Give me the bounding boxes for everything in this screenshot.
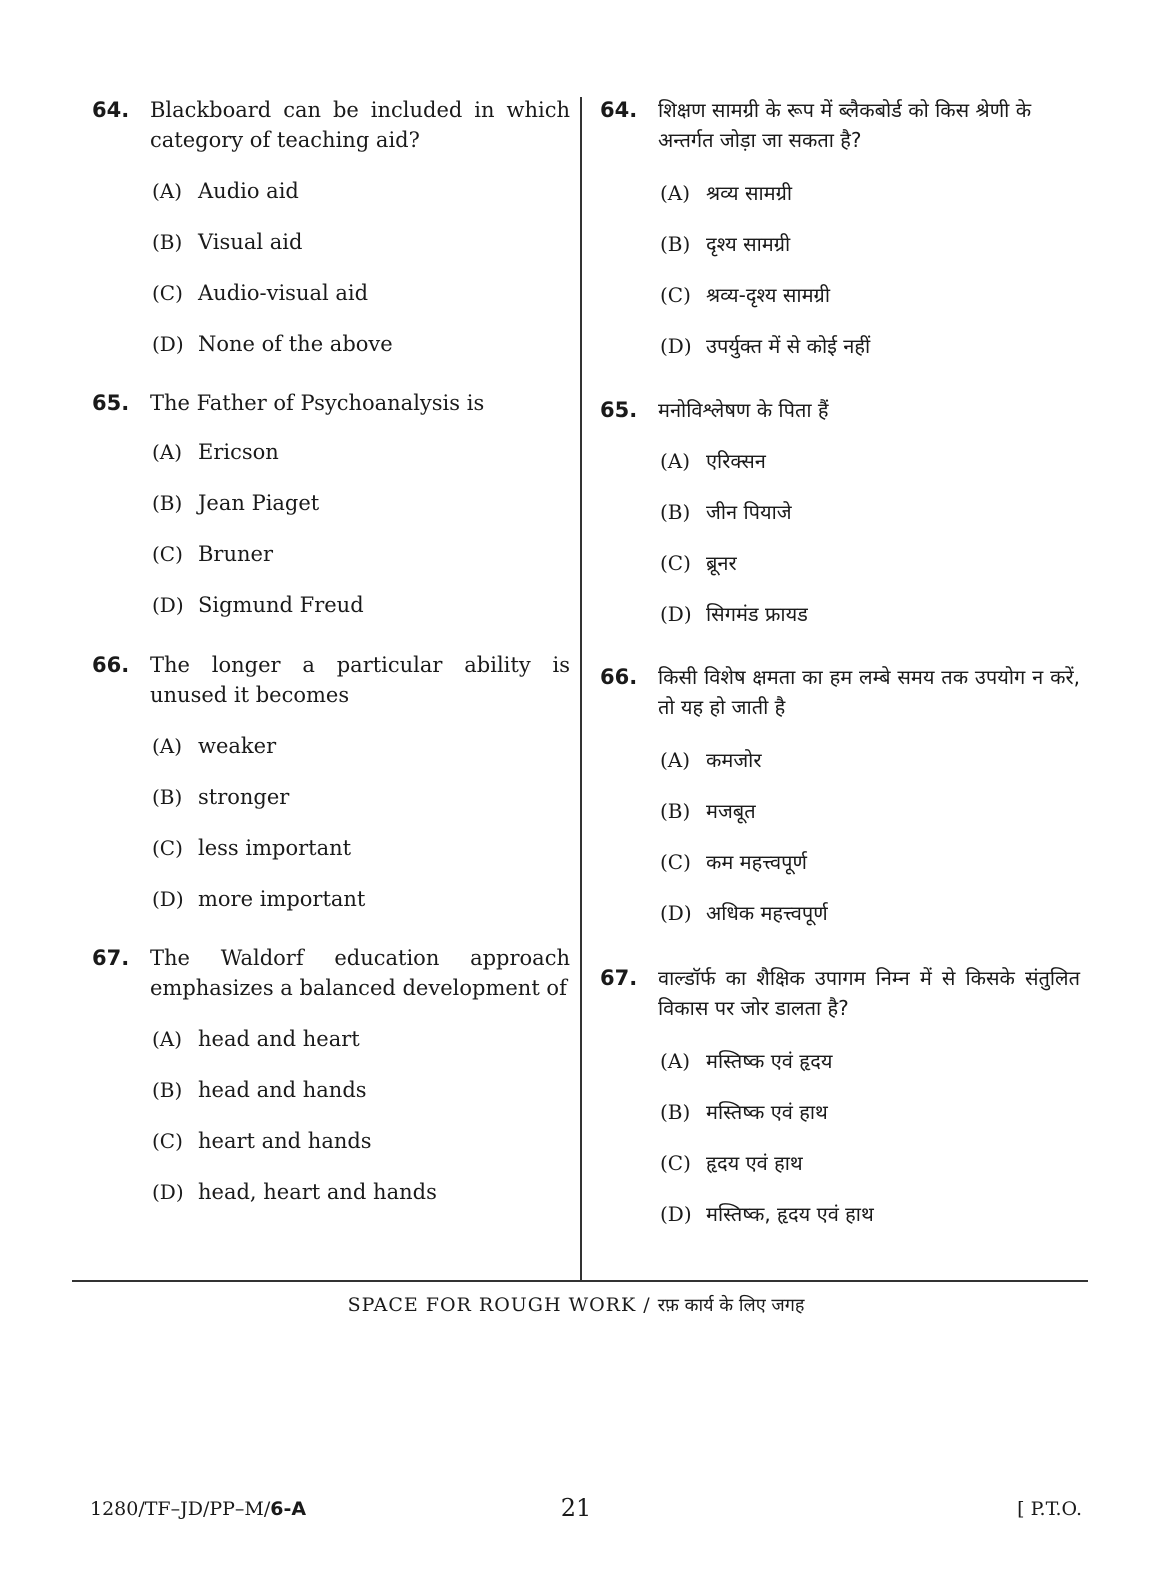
column-divider bbox=[580, 97, 582, 1282]
option-c: (C) less important bbox=[152, 835, 352, 860]
option-d: (D) अधिक महत्त्वपूर्ण bbox=[660, 900, 828, 925]
rough-work-heading bbox=[0, 1293, 1152, 1317]
option-a: (A) कमजोर bbox=[660, 747, 762, 772]
option-c: (C) हृदय एवं हाथ bbox=[660, 1150, 803, 1175]
option-a: (A) मस्तिष्क एवं हृदय bbox=[660, 1048, 833, 1073]
rough-work-separator: / bbox=[643, 1294, 651, 1316]
option-a: (A) Ericson bbox=[152, 439, 279, 464]
question-number: 66. bbox=[600, 665, 638, 689]
option-d: (D) Sigmund Freud bbox=[152, 592, 364, 617]
question-66-en bbox=[92, 650, 570, 924]
option-b: (B) मजबूत bbox=[660, 798, 756, 823]
question-number: 67. bbox=[600, 966, 638, 990]
rough-work-hindi: रफ़ कार्य के लिए जगह bbox=[657, 1295, 805, 1316]
question-text: The longer a particular ability is unused it becomes bbox=[150, 653, 570, 707]
option-d: (D) सिगमंड फ्रायड bbox=[660, 601, 808, 626]
question-67-en bbox=[92, 943, 570, 1217]
question-number: 65. bbox=[600, 398, 638, 422]
option-c: (C) ब्रूनर bbox=[660, 550, 737, 575]
option-b: (B) जीन पियाजे bbox=[660, 499, 792, 524]
question-text: शिक्षण सामग्री के रूप में ब्लैकबोर्ड को किस श्रेणी के अन्तर्गत जोड़ा जा सकता है? bbox=[658, 98, 1032, 152]
option-c: (C) कम महत्त्वपूर्ण bbox=[660, 849, 807, 874]
rough-work-divider bbox=[72, 1280, 1088, 1282]
option-c: (C) श्रव्य-दृश्य सामग्री bbox=[660, 282, 831, 307]
option-d: (D) more important bbox=[152, 886, 366, 911]
page-number: 21 bbox=[560, 1494, 592, 1522]
please-turn-over: [ P.T.O. bbox=[1017, 1498, 1082, 1520]
option-b: (B) stronger bbox=[152, 784, 290, 809]
question-number: 66. bbox=[92, 653, 130, 677]
option-d: (D) head, heart and hands bbox=[152, 1179, 437, 1204]
question-text: The Waldorf education approach emphasizes a balanced development of bbox=[150, 946, 570, 1000]
option-d: (D) None of the above bbox=[152, 331, 393, 356]
option-a: (A) एरिक्सन bbox=[660, 448, 766, 473]
question-text: वाल्डॉर्फ का शैक्षिक उपागम निम्न में से किसके संतुलित विकास पर जोर डालता है? bbox=[658, 966, 1080, 1020]
question-66-hi bbox=[600, 662, 1080, 938]
option-d: (D) मस्तिष्क, हृदय एवं हाथ bbox=[660, 1201, 874, 1226]
question-number: 65. bbox=[92, 391, 130, 415]
question-number: 64. bbox=[92, 98, 130, 122]
option-a: (A) head and heart bbox=[152, 1026, 360, 1051]
option-b: (B) head and hands bbox=[152, 1077, 367, 1102]
question-64-hi bbox=[600, 95, 1080, 371]
question-text: The Father of Psychoanalysis is bbox=[150, 391, 485, 415]
booklet-code: 1280/TF–JD/PP–M/6-A bbox=[90, 1498, 307, 1520]
option-b: (B) दृश्य सामग्री bbox=[660, 231, 791, 256]
question-number: 64. bbox=[600, 98, 638, 122]
option-b: (B) मस्तिष्क एवं हाथ bbox=[660, 1099, 828, 1124]
option-b: (B) Jean Piaget bbox=[152, 490, 320, 515]
question-number: 67. bbox=[92, 946, 130, 970]
question-text: Blackboard can be included in which category of teaching aid? bbox=[150, 98, 570, 152]
option-a: (A) Audio aid bbox=[152, 178, 299, 203]
question-text: किसी विशेष क्षमता का हम लम्बे समय तक उपयोग न करें, तो यह हो जाती है bbox=[658, 665, 1080, 719]
question-text: मनोविश्लेषण के पिता हैं bbox=[658, 398, 829, 422]
option-c: (C) heart and hands bbox=[152, 1128, 372, 1153]
option-a: (A) श्रव्य सामग्री bbox=[660, 180, 793, 205]
question-64-en bbox=[92, 95, 570, 369]
question-65-en bbox=[92, 388, 570, 630]
option-d: (D) उपर्युक्त में से कोई नहीं bbox=[660, 333, 871, 358]
question-67-hi bbox=[600, 963, 1080, 1239]
option-c: (C) Audio-visual aid bbox=[152, 280, 369, 305]
question-65-hi bbox=[600, 395, 1080, 639]
rough-work-english: SPACE FOR ROUGH WORK bbox=[347, 1294, 637, 1316]
option-c: (C) Bruner bbox=[152, 541, 273, 566]
option-a: (A) weaker bbox=[152, 733, 277, 758]
option-b: (B) Visual aid bbox=[152, 229, 303, 254]
